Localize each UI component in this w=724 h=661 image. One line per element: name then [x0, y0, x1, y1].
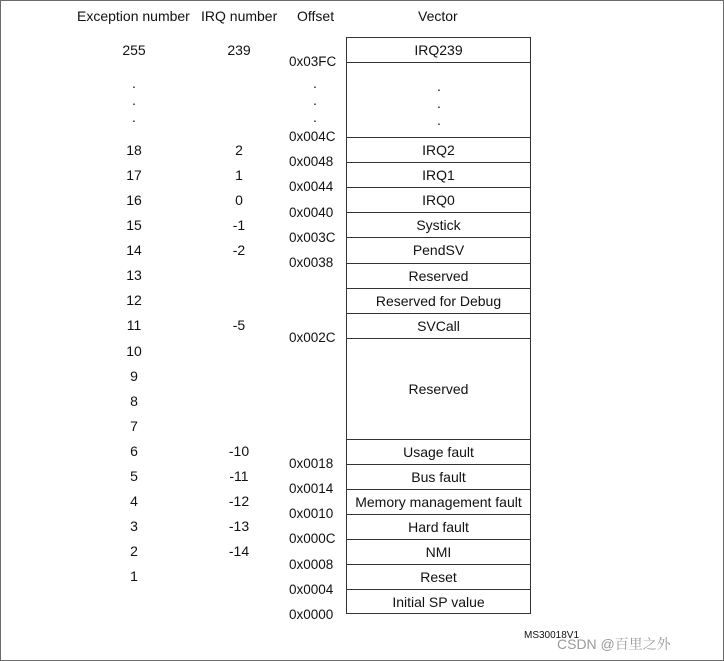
irq-number: 239	[227, 42, 251, 58]
row-divider	[347, 62, 530, 63]
vector-cell: Hard fault	[408, 518, 469, 535]
vector-cell: Systick	[416, 216, 461, 233]
ellipsis-dot: .	[132, 109, 136, 125]
ellipsis-dot: .	[437, 78, 441, 94]
exception-number: 255	[122, 42, 146, 58]
irq-number: -10	[228, 443, 250, 459]
ellipsis-dot: .	[132, 92, 136, 108]
exception-number: 13	[126, 267, 142, 283]
ellipsis-dot: .	[313, 92, 317, 108]
exception-number: 12	[126, 292, 142, 308]
vector-cell: Bus fault	[411, 468, 466, 485]
offset-label: 0x0018	[289, 456, 334, 471]
offset-label: 0x0014	[289, 481, 334, 496]
offset-label: 0x0008	[289, 557, 334, 572]
ellipsis-dot: .	[313, 109, 317, 125]
offset-label: 0x000C	[289, 531, 336, 546]
irq-number: -14	[228, 543, 250, 559]
vector-cell: Reset	[420, 568, 457, 585]
irq-number: -1	[232, 217, 246, 233]
ellipsis-dot: .	[313, 75, 317, 91]
exception-number: 3	[130, 518, 138, 534]
irq-number: -12	[228, 493, 250, 509]
vector-cell: Reserved	[408, 380, 469, 397]
vector-cell: Memory management fault	[355, 493, 522, 510]
irq-number: -11	[229, 468, 249, 484]
offset-label: 0x0040	[289, 205, 334, 220]
vector-cell: IRQ1	[422, 166, 455, 183]
exception-number: 4	[130, 493, 138, 509]
vector-table	[346, 37, 531, 614]
vector-cell: NMI	[425, 543, 452, 560]
exception-number: 18	[126, 142, 142, 158]
ellipsis-dot: .	[437, 112, 441, 128]
exception-number: 5	[130, 468, 138, 484]
header-offset: Offset	[297, 8, 335, 24]
ellipsis-dot: .	[437, 95, 441, 111]
offset-label: 0x0010	[289, 506, 334, 521]
irq-number: -5	[232, 317, 246, 333]
offset-label: 0x0000	[289, 607, 334, 622]
exception-number: 6	[130, 443, 138, 459]
exception-number: 11	[126, 317, 142, 333]
exception-number: 10	[126, 343, 142, 359]
irq-number: -13	[228, 518, 250, 534]
exception-number: 16	[126, 192, 142, 208]
vector-cell: Reserved	[408, 267, 469, 284]
exception-number: 7	[130, 418, 138, 434]
vector-cell: Usage fault	[403, 443, 474, 460]
header-vector: Vector	[418, 8, 458, 24]
irq-number: 1	[235, 167, 243, 183]
vector-cell: PendSV	[412, 241, 465, 258]
vector-cell: SVCall	[417, 317, 460, 334]
vector-cell: IRQ2	[422, 141, 455, 158]
exception-number: 2	[130, 543, 138, 559]
vector-cell: IRQ239	[414, 42, 463, 58]
watermark: CSDN @百里之外	[557, 636, 671, 652]
irq-number: 2	[235, 142, 243, 158]
offset-label: 0x0038	[289, 255, 334, 270]
exception-number: 9	[130, 368, 138, 384]
vector-cell: Reserved for Debug	[375, 292, 502, 309]
offset-label: 0x002C	[289, 330, 336, 345]
vector-cell: Initial SP value	[392, 593, 485, 610]
offset-label: 0x003C	[289, 230, 336, 245]
ellipsis-dot: .	[132, 75, 136, 91]
exception-number: 8	[130, 393, 138, 409]
offset-label: 0x0004	[289, 582, 334, 597]
header-exception-number: Exception number	[77, 8, 190, 24]
offset-label: 0x03FC	[289, 54, 337, 69]
exception-number: 17	[126, 167, 142, 183]
vector-cell: IRQ0	[422, 191, 455, 208]
exception-number: 14	[126, 242, 142, 258]
offset-label: 0x004C	[289, 129, 336, 144]
exception-number: 15	[126, 217, 142, 233]
header-irq-number: IRQ number	[201, 8, 278, 24]
exception-number: 1	[130, 568, 138, 584]
irq-number: 0	[235, 192, 243, 208]
irq-number: -2	[232, 242, 246, 258]
offset-label: 0x0048	[289, 154, 334, 169]
offset-label: 0x0044	[289, 179, 334, 194]
figure-code: MS30018V1	[524, 630, 580, 641]
